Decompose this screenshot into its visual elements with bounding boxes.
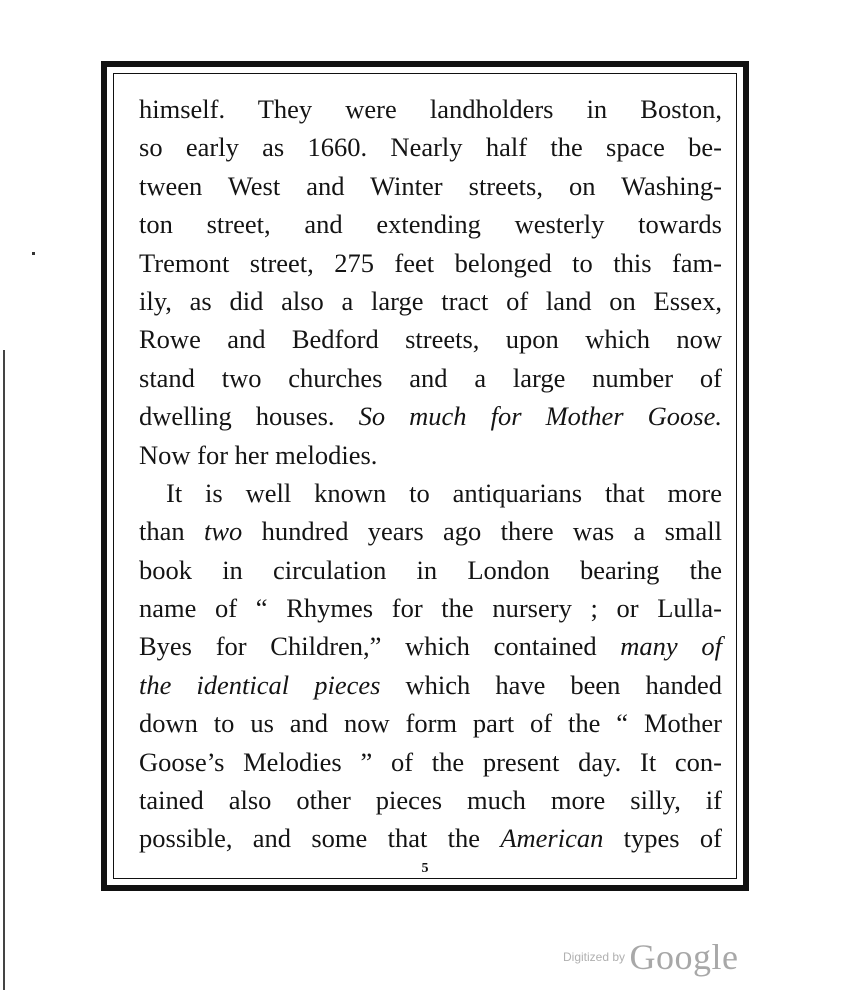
- watermark-prefix: Digitized by: [563, 950, 626, 964]
- italic-phrase: the identical pieces: [139, 669, 381, 700]
- page-border-outer: [101, 61, 749, 891]
- body-text: [139, 90, 722, 858]
- page-number: 5: [421, 861, 429, 876]
- text-line: Byes for Children,” which contained many of: [139, 631, 723, 662]
- italic-phrase: many of: [620, 631, 723, 662]
- text-line: so early as 1660. Nearly half the space be-: [139, 132, 722, 163]
- google-logo: Google: [629, 937, 739, 977]
- text-line: dwelling houses. So much for Mother Goose.: [139, 401, 722, 432]
- paragraph-first-line: It is well known to antiquarians that more: [166, 477, 722, 508]
- text-line: name of “ Rhymes for the nursery ; or Lulla-: [139, 593, 722, 624]
- text-line: Tremont street, 275 feet belonged to this fam-: [139, 247, 722, 278]
- text-line: stand two churches and a large number of: [139, 362, 722, 393]
- text-line: tween West and Winter streets, on Washing-: [139, 170, 722, 201]
- page-border-inner: [113, 73, 737, 879]
- margin-rule: [3, 350, 5, 990]
- text-line: ton street, and extending westerly towards: [139, 209, 722, 240]
- text-line: book in circulation in London bearing the: [139, 554, 722, 585]
- italic-word: American: [500, 823, 604, 854]
- text-line: the identical pieces which have been handed: [139, 669, 723, 700]
- text-line: possible, and some that the American types of: [139, 823, 722, 854]
- digitized-watermark: [563, 936, 738, 978]
- text-line: Goose’s Melodies ” of the present day. It con-: [139, 746, 722, 777]
- text-line: tained also other pieces much more silly, if: [139, 785, 722, 816]
- text-line: himself. They were landholders in Boston,: [139, 94, 722, 124]
- text-line: than two hundred years ago there was a small: [139, 516, 723, 547]
- text-line: Rowe and Bedford streets, upon which now: [139, 324, 722, 355]
- margin-speck: [32, 252, 35, 255]
- italic-phrase: So much for Mother Goose.: [358, 401, 722, 432]
- italic-word: two: [203, 516, 243, 547]
- text-line: down to us and now form part of the “ Mother: [139, 708, 722, 739]
- text-line: ily, as did also a large tract of land on Essex,: [139, 285, 722, 316]
- text-line: Now for her melodies.: [139, 439, 378, 470]
